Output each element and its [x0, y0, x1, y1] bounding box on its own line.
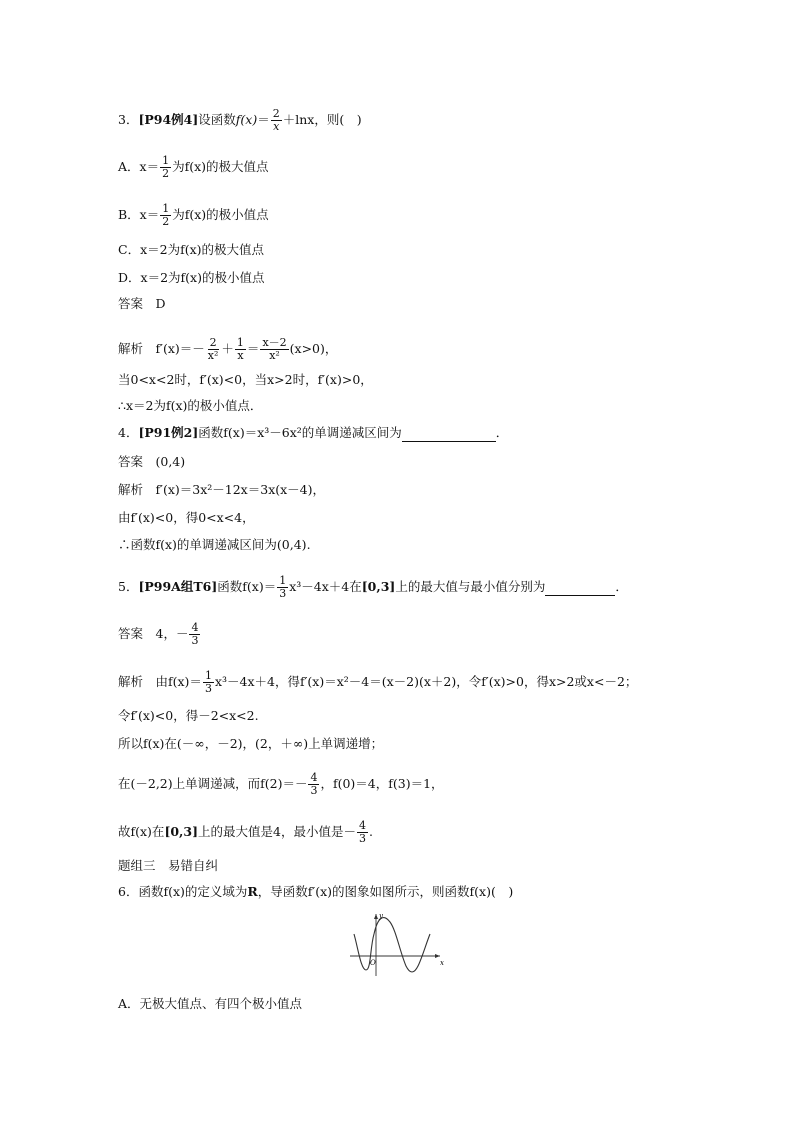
q5-sol5-interval: [0,3]	[164, 824, 199, 839]
q3-opta-fraction	[160, 155, 171, 180]
q5-solution-line-1	[118, 670, 637, 695]
q5-source: [P99A组T6]	[138, 579, 218, 594]
q3-sol1-frac2	[235, 337, 246, 362]
q3-opta-post: 为f(x)的极大值点	[172, 159, 269, 174]
q5-sol1-pre: 解析 由f(x)＝	[118, 674, 202, 689]
q6-stem-pre: 函数f(x)的定义域为	[138, 884, 248, 899]
q4-answer-blank	[402, 425, 496, 442]
q3-sol1-d3: x²	[269, 349, 280, 362]
q5-solution-line-4	[118, 772, 444, 797]
q3-sol1-frac1	[206, 337, 221, 362]
q3-solution-line-3: ∴x＝2为f(x)的极小值点．	[118, 398, 263, 413]
q5-sol4-fraction	[308, 772, 319, 797]
q5-sol4-num: 4	[310, 771, 318, 784]
q5-answer-num: 4	[191, 621, 199, 634]
x-axis-arrow	[435, 954, 440, 958]
q6-real-set: R	[247, 884, 258, 899]
q5-sol5-fraction	[357, 820, 368, 845]
q5-fraction	[277, 575, 288, 600]
q5-answer-den: 3	[191, 634, 199, 647]
q3-label: 3．	[118, 112, 139, 127]
q4-label: 4．	[118, 425, 139, 440]
q5-label: 5．	[118, 579, 139, 594]
q5-sol5-num: 4	[358, 819, 366, 832]
q5-answer	[118, 622, 201, 647]
q3-sol1-n2: 1	[236, 336, 244, 349]
q3-stem-pre: 设函数	[198, 112, 236, 127]
q5-sol5-post: .	[368, 824, 373, 839]
q3-answer: 答案 D	[118, 296, 166, 311]
q5-frac-den: 3	[279, 587, 287, 600]
q5-sol4-pre: 在(－2,2)上单调递减，而f(2)＝－	[118, 776, 308, 791]
q3-source: [P94例4]	[138, 112, 199, 127]
group3-heading: 题组三 易错自纠	[118, 858, 219, 873]
q3-optb-num: 1	[162, 202, 170, 215]
q3-eq: ＝	[257, 112, 270, 127]
x-axis-label: x	[440, 959, 444, 967]
q3-optb-pre: B．x＝	[118, 207, 160, 222]
q5-sol4-post: ，f(0)＝4，f(3)＝1，	[320, 776, 444, 791]
q3-sol1-eq: ＝	[246, 341, 260, 356]
q5-answer-fraction	[189, 622, 200, 647]
q3-sol1-frac3	[260, 337, 288, 362]
q3-option-a	[118, 155, 269, 180]
q4-stem-text: 函数f(x)＝x³－6x²的单调递减区间为	[198, 425, 402, 440]
q3-stem-post: ＋lnx，则( )	[282, 112, 362, 127]
q5-sol1-fraction	[203, 670, 214, 695]
q3-solution-line-2: 当0<x<2时，f′(x)<0，当x>2时，f′(x)>0，	[118, 372, 373, 387]
q5-answer-blank	[545, 579, 615, 596]
q3-stem	[118, 108, 362, 133]
q4-solution-line-1: 解析 f′(x)＝3x²－12x＝3x(x－4)，	[118, 482, 325, 497]
q3-opta-den: 2	[162, 167, 170, 180]
q3-optb-den: 2	[162, 215, 170, 228]
origin-label: O	[370, 959, 376, 967]
q5-sol5-mid: 上的最大值是4，最小值是－	[198, 824, 356, 839]
q5-interval: [0,3]	[361, 579, 396, 594]
q5-sol1-post: x³－4x＋4，得f′(x)＝x²－4＝(x－2)(x＋2)，令f′(x)>0，得x>2或x<－2；	[214, 674, 638, 689]
q5-sol1-den: 3	[204, 682, 212, 695]
q5-stem	[118, 575, 628, 600]
q3-sol1-post: (x>0)，	[289, 341, 338, 356]
q6-label: 6．	[118, 884, 139, 899]
q4-stem	[118, 425, 508, 442]
q3-frac-num: 2	[272, 107, 280, 120]
q3-solution-line-1	[118, 337, 337, 362]
q5-stem-mid: x³－4x＋4在	[289, 579, 362, 594]
q5-frac-num: 1	[279, 574, 287, 587]
q5-stem-post: 上的最大值与最小值分别为	[395, 579, 546, 594]
y-axis-label: y	[379, 912, 383, 920]
q4-solution-line-2: 由f′(x)<0，得0<x<4，	[118, 510, 255, 525]
q6-stem-post: ，导函数f′(x)的图象如图所示，则函数f(x)( )	[257, 884, 514, 899]
q5-sol5-den: 3	[358, 832, 366, 845]
q3-sol1-n1: 2	[209, 336, 217, 349]
q3-fraction	[271, 108, 282, 133]
q3-sol1-d1: x²	[207, 349, 219, 362]
q5-sol1-num: 1	[204, 669, 212, 682]
q3-sol1-pre: 解析 f′(x)＝－	[118, 341, 205, 356]
q3-opta-num: 1	[162, 154, 170, 167]
y-axis-arrow	[374, 914, 378, 919]
q4-source: [P91例2]	[138, 425, 199, 440]
q4-stem-end: ．	[495, 425, 509, 440]
q3-fx: f(x)	[235, 112, 258, 127]
q3-sol1-d2: x	[237, 349, 244, 362]
q3-option-b	[118, 203, 269, 228]
q5-solution-line-3: 所以f(x)在(－∞，－2)，(2，＋∞)上单调递增；	[118, 736, 384, 751]
q4-solution-line-3: ∴函数f(x)的单调递减区间为(0,4).	[118, 537, 311, 552]
q3-option-c: C．x＝2为f(x)的极大值点	[118, 242, 264, 257]
q5-sol5-pre: 故f(x)在	[118, 824, 165, 839]
q5-stem-end: ．	[615, 579, 628, 594]
q3-sol1-n3: x－2	[262, 336, 287, 349]
q3-frac-den: x	[273, 120, 280, 133]
q5-stem-pre: 函数f(x)＝	[217, 579, 277, 594]
q3-opta-pre: A．x＝	[118, 159, 160, 174]
q6-stem	[118, 884, 513, 900]
q4-answer: 答案 (0,4)	[118, 454, 186, 469]
q3-optb-post: 为f(x)的极小值点	[172, 207, 269, 222]
q3-sol1-mid: ＋	[221, 341, 234, 356]
q3-option-d: D．x＝2为f(x)的极小值点	[118, 270, 265, 285]
q6-derivative-graph	[346, 908, 446, 980]
q5-sol4-den: 3	[310, 784, 318, 797]
q5-solution-line-5	[118, 820, 373, 845]
q6-option-a: A．无极大值点、有四个极小值点	[118, 996, 303, 1011]
q3-optb-fraction	[160, 203, 171, 228]
q5-solution-line-2: 令f′(x)<0，得－2<x<2.	[118, 708, 259, 723]
derivative-curve	[354, 918, 430, 972]
q5-answer-pre: 答案 4，－	[118, 626, 189, 641]
